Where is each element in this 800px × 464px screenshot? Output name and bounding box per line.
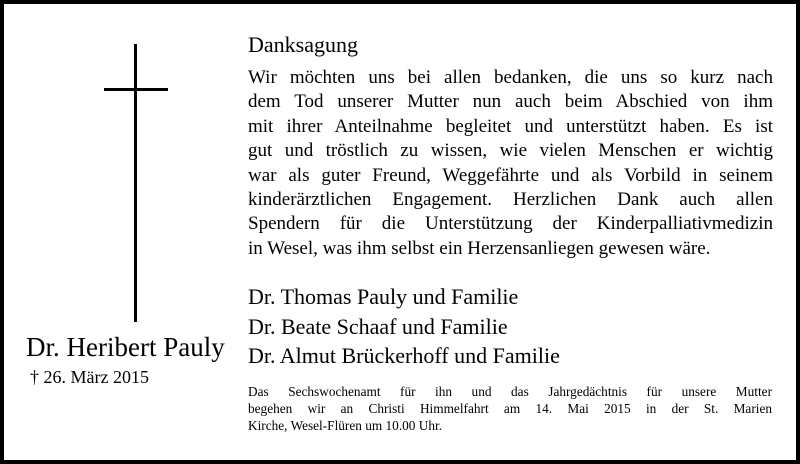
message-line: Wir möchten uns bei allen bedanken, die uns so kurz nach [248,67,773,88]
message-line: gut und tröstlich zu wissen, wie vielen Menschen er wichtig [248,140,773,162]
message-line: mit ihrer Anteilnahme begleitet und unterstützt haben. Es ist [248,115,773,137]
death-date: † 26. März 2015 [30,367,149,387]
cross-icon [104,44,168,324]
signatory: Dr. Beate Schaaf und Familie [248,313,508,339]
memorial-service-notice [248,384,772,434]
notice-line: begehen wir an Christi Himmelfahrt am 14. Mai 2015 in der St. Marien [248,400,772,416]
cross-horizontal-bar [104,88,168,91]
notice-line: Das Sechswochenamt für ihn und das Jahrgedächtnis für unsere Mutter [248,384,772,399]
signatory: Dr. Thomas Pauly und Familie [248,284,519,309]
thank-you-message [248,66,773,261]
signatories [248,282,560,371]
message-line: dem Tod unserer Mutter nun auch beim Abschied von ihm [248,91,773,113]
message-line: in Wesel, was ihm selbst ein Herzensanliegen gewesen wäre. [248,237,711,259]
signatory: Dr. Almut Brückerhoff und Familie [248,343,560,368]
message-line: Spendern für die Unterstützung der Kinderpalliativmedizin [248,213,773,235]
cross-vertical-bar [134,44,137,322]
message-line: war als guter Freund, Weggefährte und als Vorbild in seinem [248,164,773,186]
message-line: kinderärztlichen Engagement. Herzlichen Dank auch allen [248,189,773,211]
notice-line: Kirche, Wesel-Flüren um 10.00 Uhr. [248,417,443,433]
deceased-name: Dr. Heribert Pauly [26,332,225,362]
heading: Danksagung [248,32,358,57]
